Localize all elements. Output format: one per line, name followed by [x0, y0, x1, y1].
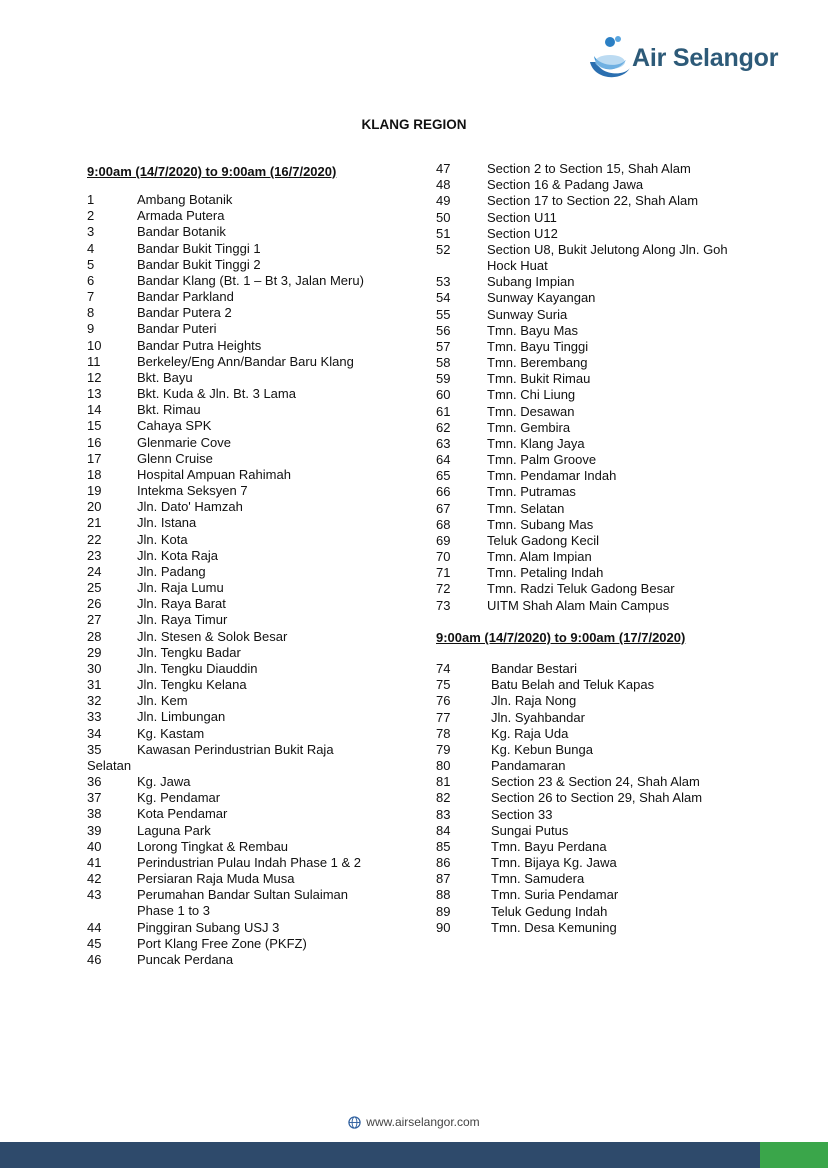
item-name: Jln. Stesen & Solok Besar	[137, 628, 288, 644]
item-number: 55	[436, 306, 451, 322]
item-number: 5	[87, 256, 95, 272]
item-name: Section 17 to Section 22, Shah Alam	[487, 193, 699, 209]
item-number: 57	[436, 338, 451, 354]
item-number: 22	[87, 531, 102, 547]
item-name: Persiaran Raja Muda Musa	[137, 871, 295, 887]
item-name: Puncak Perdana	[137, 951, 234, 967]
item-number: 60	[436, 387, 451, 403]
item-name: Bandar Bestari	[491, 661, 577, 676]
item-number: 69	[436, 532, 451, 548]
item-number: 58	[436, 355, 451, 371]
item-number: 47	[436, 161, 451, 176]
item-name: Kg. Kebun Bunga	[491, 741, 593, 757]
item-name: Pinggiran Subang USJ 3	[137, 919, 280, 935]
item-name: Section 16 & Padang Jawa	[487, 177, 644, 193]
item-number: 15	[87, 418, 102, 434]
schedule2-heading: 9:00am (14/7/2020) to 9:00am (17/7/2020)	[436, 630, 686, 645]
item-name: Glenmarie Cove	[137, 434, 231, 450]
website-url: www.airselangor.com	[366, 1115, 480, 1129]
item-name: Section U8, Bukit Jelutong Along Jln. Goh	[487, 241, 728, 257]
item-number: 41	[87, 854, 102, 870]
item-number: 51	[436, 225, 451, 241]
item-number: 82	[436, 790, 451, 806]
item-number: 83	[436, 806, 451, 822]
item-number: 85	[436, 838, 451, 854]
item-name: Tmn. Selatan	[487, 500, 565, 516]
item-number: 89	[436, 903, 451, 919]
item-name-continued: Selatan	[87, 757, 132, 773]
item-name: Tmn. Palm Groove	[487, 452, 597, 468]
item-name: Tmn. Putramas	[487, 484, 576, 500]
item-name: Laguna Park	[137, 822, 211, 838]
item-name: Tmn. Radzi Teluk Gadong Besar	[487, 581, 675, 597]
item-name: Bandar Putra Heights	[137, 337, 262, 353]
item-number: 26	[87, 596, 102, 612]
item-number: 52	[436, 241, 451, 257]
item-number: 59	[436, 371, 451, 387]
item-name: Perumahan Bandar Sultan Sulaiman	[137, 887, 349, 903]
item-name: Armada Putera	[137, 208, 225, 224]
item-name: Tmn. Bijaya Kg. Jawa	[491, 855, 617, 871]
item-number: 38	[87, 806, 102, 822]
item-number: 44	[87, 919, 102, 935]
item-name: Jln. Raya Barat	[137, 596, 226, 612]
item-number: 8	[87, 305, 95, 321]
item-name: Berkeley/Eng Ann/Bandar Baru Klang	[137, 353, 354, 369]
item-number: 19	[87, 483, 102, 499]
item-number: 68	[436, 516, 451, 532]
item-name: Tmn. Alam Impian	[487, 549, 592, 565]
item-number: 50	[436, 209, 451, 225]
item-name: Tmn. Bayu Mas	[487, 322, 579, 338]
item-name: Sunway Kayangan	[487, 290, 596, 306]
item-name: Jln. Raja Lumu	[137, 580, 224, 596]
item-name: Ambang Botanik	[137, 192, 233, 207]
item-number: 27	[87, 612, 102, 628]
item-number: 36	[87, 774, 102, 790]
item-name: Jln. Tengku Badar	[137, 644, 241, 660]
item-number: 76	[436, 693, 451, 709]
water-drop-icon	[588, 32, 632, 82]
item-name: Bandar Bukit Tinggi 2	[137, 256, 261, 272]
item-name: Bandar Putera 2	[137, 305, 232, 321]
item-number: 1	[87, 192, 95, 207]
item-name: Bkt. Rimau	[137, 402, 201, 418]
item-number: 66	[436, 484, 451, 500]
item-number: 30	[87, 660, 102, 676]
item-number: 86	[436, 855, 451, 871]
item-number: 35	[87, 741, 102, 757]
item-name: Kg. Raja Uda	[491, 725, 569, 741]
item-number: 56	[436, 322, 451, 338]
item-number: 6	[87, 272, 95, 288]
item-number: 75	[436, 677, 451, 693]
item-number: 33	[87, 709, 102, 725]
item-number: 88	[436, 887, 451, 903]
item-name: Kg. Pendamar	[137, 790, 221, 806]
item-number: 90	[436, 919, 451, 935]
item-name: Jln. Raya Timur	[137, 612, 228, 628]
item-number: 81	[436, 774, 451, 790]
footer-bar-green	[760, 1142, 828, 1168]
item-name: Jln. Syahbandar	[491, 709, 585, 725]
footer	[0, 1115, 828, 1129]
item-name: Bandar Parkland	[137, 289, 234, 305]
item-name: Jln. Kota Raja	[137, 547, 218, 563]
page-title: KLANG REGION	[361, 117, 467, 132]
item-name: Bandar Botanik	[137, 224, 226, 240]
item-name: Section 2 to Section 15, Shah Alam	[487, 161, 691, 176]
item-number: 65	[436, 468, 451, 484]
item-name: Lorong Tingkat & Rembau	[137, 838, 289, 854]
item-name: Tmn. Bayu Perdana	[491, 838, 607, 854]
item-number: 13	[87, 386, 102, 402]
item-name: Tmn. Chi Liung	[487, 387, 576, 403]
schedule1-heading: 9:00am (14/7/2020) to 9:00am (16/7/2020)	[87, 164, 337, 179]
item-number: 9	[87, 321, 95, 337]
item-name: Section U11	[487, 209, 557, 225]
item-number: 40	[87, 838, 102, 854]
item-name: Teluk Gadong Kecil	[487, 532, 600, 548]
item-number: 21	[87, 515, 102, 531]
item-number: 14	[87, 402, 102, 418]
item-number: 70	[436, 549, 451, 565]
item-name-continued: Phase 1 to 3	[137, 903, 210, 919]
item-number: 45	[87, 935, 102, 951]
item-name-continued: Hock Huat	[487, 258, 548, 274]
item-number: 48	[436, 177, 451, 193]
item-name: Kg. Jawa	[137, 774, 191, 790]
item-number: 73	[436, 597, 451, 613]
item-name: Subang Impian	[487, 274, 575, 290]
item-number: 53	[436, 274, 451, 290]
item-name: Tmn. Suria Pendamar	[491, 887, 619, 903]
item-number: 32	[87, 693, 102, 709]
item-name: Port Klang Free Zone (PKFZ)	[137, 935, 307, 951]
item-number: 7	[87, 289, 95, 305]
item-name: Jln. Tengku Kelana	[137, 677, 247, 693]
item-name: Glenn Cruise	[137, 450, 213, 466]
item-name: Jln. Istana	[137, 515, 197, 531]
brand-name: Air Selangor	[632, 44, 779, 72]
item-name: Bandar Bukit Tinggi 1	[137, 240, 261, 256]
item-name: Tmn. Bukit Rimau	[487, 371, 591, 387]
item-name: Cahaya SPK	[137, 418, 212, 434]
item-name: Tmn. Subang Mas	[487, 516, 594, 532]
item-name: Tmn. Klang Jaya	[487, 435, 585, 451]
item-number: 31	[87, 677, 102, 693]
item-name: Section U12	[487, 225, 558, 241]
item-name: Tmn. Pendamar Indah	[487, 468, 617, 484]
item-number: 29	[87, 644, 102, 660]
item-number: 42	[87, 871, 102, 887]
item-name: Kota Pendamar	[137, 806, 228, 822]
item-number: 11	[87, 353, 101, 369]
item-name: Sungai Putus	[491, 822, 569, 838]
item-name: Pandamaran	[491, 758, 566, 774]
item-name: Kg. Kastam	[137, 725, 205, 741]
item-number: 80	[436, 758, 451, 774]
item-name: Jln. Raja Nong	[491, 693, 577, 709]
item-number: 64	[436, 452, 451, 468]
item-name: Tmn. Petaling Indah	[487, 565, 604, 581]
item-name: Batu Belah and Teluk Kapas	[491, 677, 655, 693]
item-name: Jln. Kem	[137, 693, 188, 709]
item-name: Perindustrian Pulau Indah Phase 1 & 2	[137, 854, 362, 870]
item-name: Tmn. Gembira	[487, 419, 571, 435]
item-name: Section 33	[491, 806, 553, 822]
item-number: 12	[87, 369, 102, 385]
item-name: Hospital Ampuan Rahimah	[137, 466, 291, 482]
item-number: 25	[87, 580, 102, 596]
item-number: 87	[436, 871, 451, 887]
item-number: 72	[436, 581, 451, 597]
item-number: 63	[436, 435, 451, 451]
item-name: Bandar Puteri	[137, 321, 217, 337]
item-number: 39	[87, 822, 102, 838]
item-number: 54	[436, 290, 451, 306]
item-name: Jln. Tengku Diauddin	[137, 660, 258, 676]
item-number: 23	[87, 547, 102, 563]
item-number: 10	[87, 337, 102, 353]
item-number: 43	[87, 887, 102, 903]
item-name: Jln. Limbungan	[137, 709, 226, 725]
air-selangor-logo	[588, 32, 798, 82]
item-name: Bkt. Bayu	[137, 369, 193, 385]
item-number: 24	[87, 563, 102, 579]
item-name: Bandar Klang (Bt. 1 – Bt 3, Jalan Meru)	[137, 272, 364, 288]
item-number: 34	[87, 725, 102, 741]
item-number: 16	[87, 434, 102, 450]
item-name: Teluk Gedung Indah	[491, 903, 608, 919]
item-number: 17	[87, 450, 102, 466]
item-number: 46	[87, 951, 102, 967]
item-number: 28	[87, 628, 102, 644]
item-number: 37	[87, 790, 102, 806]
item-name: Kawasan Perindustrian Bukit Raja	[137, 741, 334, 757]
item-name: Tmn. Desa Kemuning	[491, 919, 617, 935]
item-number: 84	[436, 822, 451, 838]
item-name: Section 23 & Section 24, Shah Alam	[491, 774, 700, 790]
item-name: Intekma Seksyen 7	[137, 483, 248, 499]
item-number: 2	[87, 208, 95, 224]
item-number: 67	[436, 500, 451, 516]
item-number: 3	[87, 224, 95, 240]
item-name: Tmn. Berembang	[487, 355, 588, 371]
item-number: 20	[87, 499, 102, 515]
item-name: Tmn. Bayu Tinggi	[487, 338, 589, 354]
item-number: 49	[436, 193, 451, 209]
item-number: 71	[436, 565, 451, 581]
item-number: 77	[436, 709, 451, 725]
item-name: UITM Shah Alam Main Campus	[487, 597, 670, 613]
item-number: 78	[436, 725, 451, 741]
item-name: Tmn. Desawan	[487, 403, 575, 419]
item-name: Jln. Padang	[137, 563, 206, 579]
item-name: Bkt. Kuda & Jln. Bt. 3 Lama	[137, 386, 296, 402]
item-name: Jln. Kota	[137, 531, 188, 547]
item-number: 61	[436, 403, 451, 419]
item-name: Tmn. Samudera	[491, 871, 585, 887]
globe-icon	[348, 1116, 361, 1129]
item-name: Section 26 to Section 29, Shah Alam	[491, 790, 703, 806]
item-number: 18	[87, 466, 102, 482]
item-number: 4	[87, 240, 95, 256]
footer-bar-blue	[0, 1142, 760, 1168]
item-number: 62	[436, 419, 451, 435]
item-name: Sunway Suria	[487, 306, 568, 322]
item-name: Jln. Dato' Hamzah	[137, 499, 243, 515]
item-number: 79	[436, 741, 451, 757]
item-number: 74	[436, 661, 451, 676]
